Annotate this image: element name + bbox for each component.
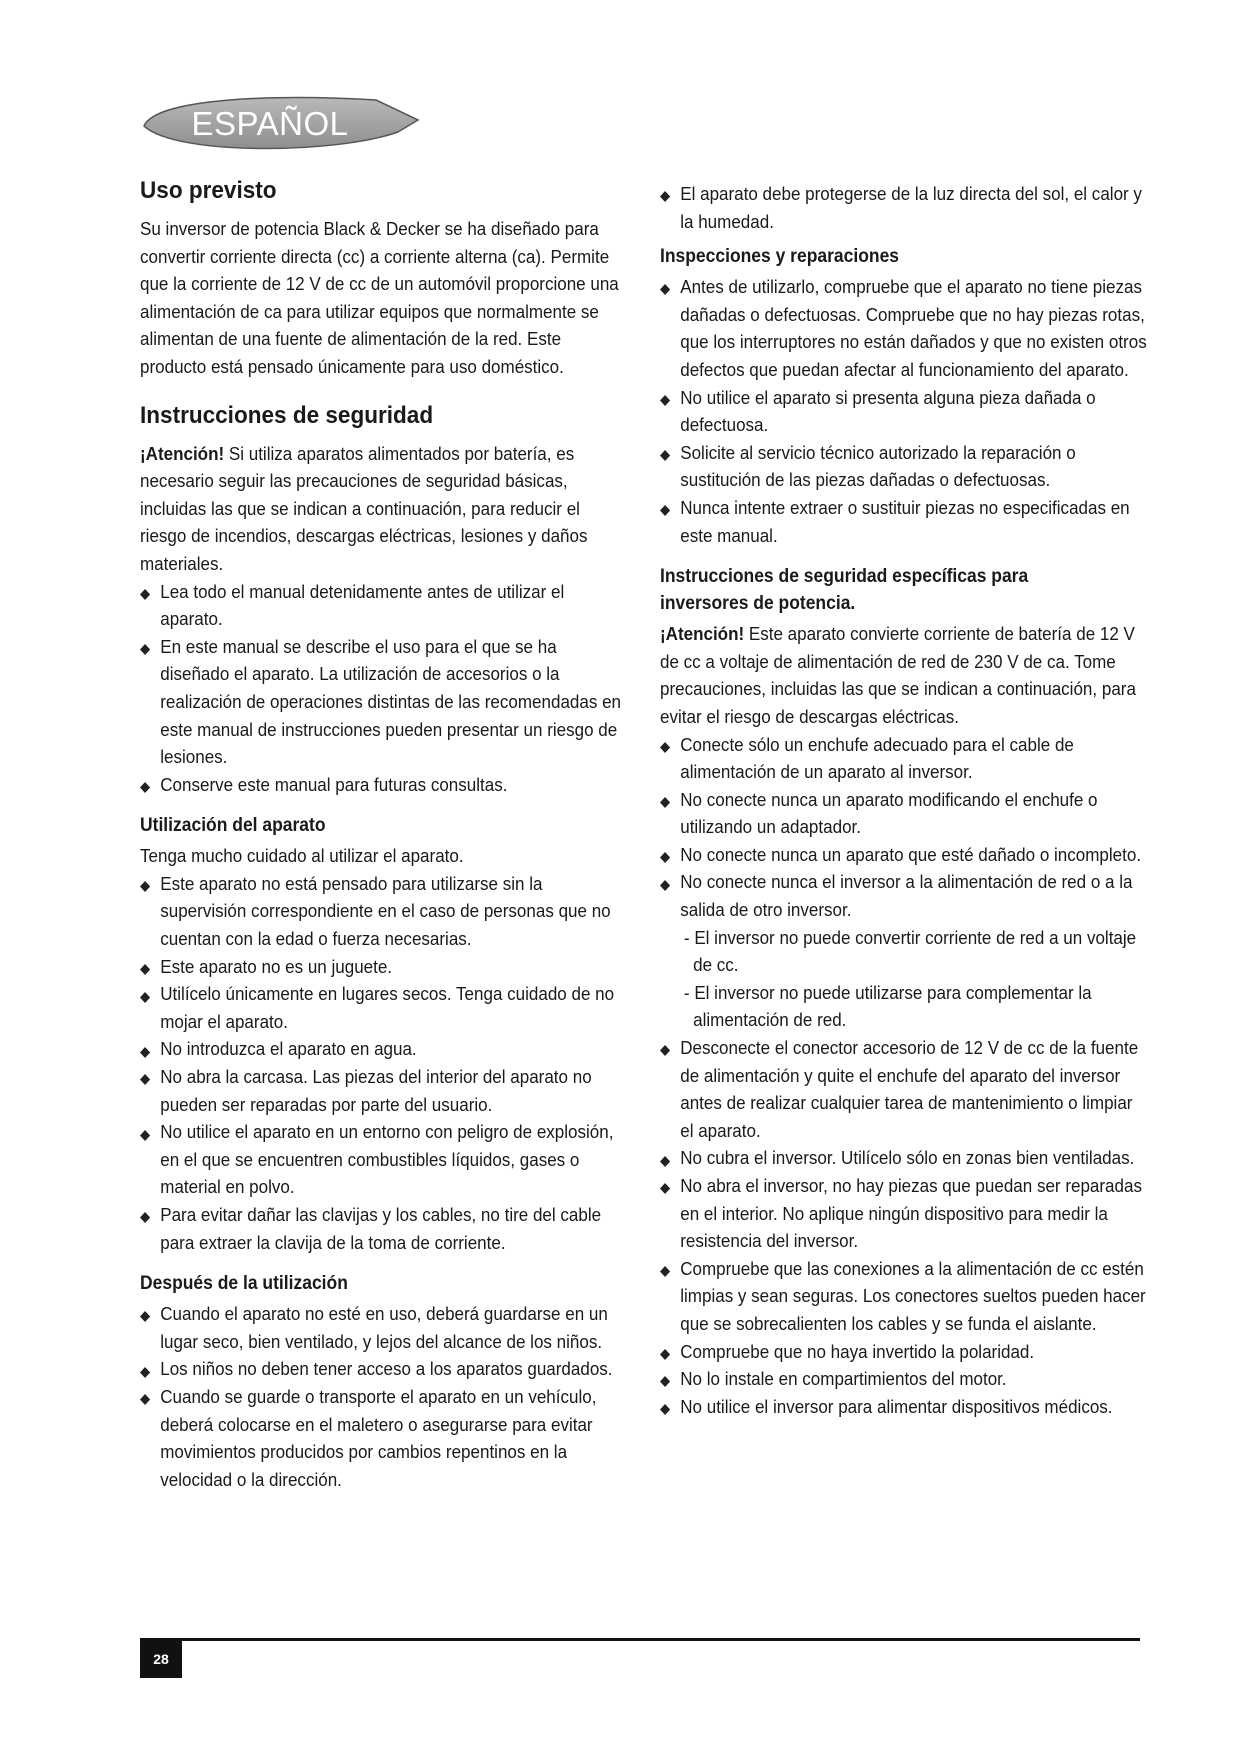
language-badge: [136, 92, 424, 156]
list-item: Cuando se guarde o transporte el aparato en un vehículo, deberá colocarse en el maletero o asegurarse para evitar movimientos producidos por cambios repentinos en la velocidad o la dirección.: [140, 1383, 625, 1493]
bullet-list-proteccion: [660, 180, 1152, 235]
sub-item: - El inversor no puede utilizarse para complementar la alimentación de red.: [683, 981, 1092, 1031]
list-item: Los niños no deben tener acceso a los aparatos guardados.: [140, 1355, 625, 1383]
diamond-bullet-icon: [140, 633, 151, 661]
list-item: No utilice el aparato si presenta alguna pieza dañada o defectuosa.: [660, 384, 1149, 439]
diamond-bullet-icon: [660, 494, 671, 522]
heading-instrucciones-inversores: Instrucciones de seguridad específicas para inversores de potencia.: [660, 566, 1029, 615]
diamond-bullet-icon: [140, 1035, 151, 1063]
diamond-bullet-icon: [140, 1201, 151, 1229]
heading-utilizacion: Utilización del aparato: [140, 815, 326, 837]
left-column: [140, 176, 628, 1493]
list-item: No abra el inversor, no hay piezas que puedan ser reparadas en el interior. No aplique ningún dispositivo para medir la resistencia del inversor.: [660, 1172, 1149, 1255]
list-item: Desconecte el conector accesorio de 12 V de cc de la fuente de alimentación y quite el enchufe del aparato del inversor antes de realizar cualquier tarea de mantenimiento o limpiar el aparato.: [660, 1034, 1149, 1144]
list-item: No cubra el inversor. Utilícelo sólo en zonas bien ventiladas.: [660, 1144, 1149, 1172]
list-item: Este aparato no es un juguete.: [140, 953, 625, 981]
diamond-bullet-icon: [660, 841, 671, 869]
attention-label: ¡Atención!: [140, 442, 225, 464]
diamond-bullet-icon: [660, 1034, 671, 1062]
diamond-bullet-icon: [660, 786, 671, 814]
list-item: Compruebe que no haya invertido la polaridad.: [660, 1338, 1149, 1366]
diamond-bullet-icon: [140, 1383, 151, 1411]
list-item: Este aparato no está pensado para utilizarse sin la supervisión correspondiente en el caso de personas que no cuentan con la edad o fuerza necesarias.: [140, 870, 625, 953]
bullet-list-inversores-b: [660, 1034, 1152, 1420]
diamond-bullet-icon: [140, 1300, 151, 1328]
bullet-list-seguridad: [140, 578, 628, 799]
diamond-bullet-icon: [660, 1393, 671, 1421]
diamond-bullet-icon: [660, 273, 671, 301]
list-item: Utilícelo únicamente en lugares secos. Tenga cuidado de no mojar el aparato.: [140, 980, 625, 1035]
list-item: No lo instale en compartimientos del motor.: [660, 1365, 1149, 1393]
right-column: [660, 180, 1152, 1420]
diamond-bullet-icon: [660, 439, 671, 467]
bullet-list-utilizacion: [140, 870, 628, 1256]
list-item: Para evitar dañar las clavijas y los cables, no tire del cable para extraer la clavija de la toma de corriente.: [140, 1201, 625, 1256]
list-item: Solicite al servicio técnico autorizado la reparación o sustitución de las piezas dañadas o defectuosas.: [660, 439, 1149, 494]
diamond-bullet-icon: [140, 870, 151, 898]
list-item: No introduzca el aparato en agua.: [140, 1035, 625, 1063]
diamond-bullet-icon: [660, 1365, 671, 1393]
diamond-bullet-icon: [140, 1355, 151, 1383]
heading-inspecciones: Inspecciones y reparaciones: [660, 246, 900, 268]
paragraph-atencion-inversor: [660, 620, 1149, 730]
diamond-bullet-icon: [660, 1255, 671, 1283]
list-item: Cuando el aparato no esté en uso, deberá guardarse en un lugar seco, bien ventilado, y lejos del alcance de los niños.: [140, 1300, 625, 1355]
list-item: Conecte sólo un enchufe adecuado para el cable de alimentación de un aparato al inversor.: [660, 731, 1149, 786]
attention-text: Este aparato convierte corriente de batería de 12 V de cc a voltaje de alimentación de red de 230 V de ca. Tome precauciones, incluidas las que se indican a continuación, para evitar el riesgo de descargas eléctricas.: [660, 623, 1136, 727]
heading-uso-previsto: Uso previsto: [140, 177, 277, 204]
page-number: 28: [140, 1640, 182, 1678]
diamond-bullet-icon: [140, 980, 151, 1008]
heading-instrucciones-seguridad: Instrucciones de seguridad: [140, 401, 434, 429]
list-item: Conserve este manual para futuras consultas.: [140, 771, 625, 799]
list-item: Nunca intente extraer o sustituir piezas no especificadas en este manual.: [660, 494, 1149, 549]
list-item: Compruebe que las conexiones a la alimentación de cc estén limpias y sean seguras. Los conectores sueltos pueden hacer que se sobrecalienten los cables y se funda el aislante.: [660, 1255, 1149, 1338]
diamond-bullet-icon: [140, 1118, 151, 1146]
bullet-list-despues: [140, 1300, 628, 1493]
language-label: ESPAÑOL: [191, 105, 349, 142]
diamond-bullet-icon: [660, 384, 671, 412]
diamond-bullet-icon: [660, 1172, 671, 1200]
diamond-bullet-icon: [660, 1144, 671, 1172]
list-item: Lea todo el manual detenidamente antes de utilizar el aparato.: [140, 578, 625, 633]
list-item: No utilice el inversor para alimentar dispositivos médicos.: [660, 1393, 1149, 1421]
diamond-bullet-icon: [660, 868, 671, 896]
bullet-list-inversores-a: [660, 731, 1152, 924]
diamond-bullet-icon: [140, 1063, 151, 1091]
paragraph-atencion: [140, 440, 625, 578]
bullet-list-inspecciones: [660, 273, 1152, 549]
diamond-bullet-icon: [660, 731, 671, 759]
list-item: Antes de utilizarlo, compruebe que el aparato no tiene piezas dañadas o defectuosas. Compruebe que no hay piezas rotas, que los interruptores no están dañados y que no existen otros defectos que puedan afectar al funcionamiento del aparato.: [660, 273, 1149, 383]
list-item: En este manual se describe el uso para el que se ha diseñado el aparato. La utilización de accesorios o la realización de operaciones distintas de las recomendadas en este manual de instrucciones pueden presentar un riesgo de lesiones.: [140, 633, 625, 771]
list-item: No abra la carcasa. Las piezas del interior del aparato no pueden ser reparadas por parte del usuario.: [140, 1063, 625, 1118]
attention-text: Si utiliza aparatos alimentados por batería, es necesario seguir las precauciones de seguridad básicas, incluidas las que se indican a continuación, para reducir el riesgo de incendios, descargas eléctricas, lesiones y daños materiales.: [140, 442, 588, 574]
list-item: No conecte nunca el inversor a la alimentación de red o a la salida de otro inversor.: [660, 868, 1149, 923]
list-item: No conecte nunca un aparato que esté dañado o incompleto.: [660, 841, 1149, 869]
list-item: No conecte nunca un aparato modificando el enchufe o utilizando un adaptador.: [660, 786, 1149, 841]
paragraph-uso-previsto: Su inversor de potencia Black & Decker se ha diseñado para convertir corriente directa (cc) a corriente alterna (ca). Permite que la corriente de 12 V de cc de un automóvil proporcione una alimentación de ca para utilizar equipos que normalmente se alimentan de una fuente de alimentación de la red. Este producto está pensado únicamente para uso doméstico.: [140, 218, 619, 377]
diamond-bullet-icon: [140, 953, 151, 981]
sub-item: - El inversor no puede convertir corriente de red a un voltaje de cc.: [683, 926, 1137, 976]
footer-rule: [140, 1638, 1140, 1641]
attention-label: ¡Atención!: [660, 623, 745, 645]
paragraph-utilizacion: Tenga mucho cuidado al utilizar el aparato.: [140, 845, 464, 867]
list-item: El aparato debe protegerse de la luz directa del sol, el calor y la humedad.: [660, 180, 1149, 235]
diamond-bullet-icon: [660, 180, 671, 208]
diamond-bullet-icon: [140, 578, 151, 606]
list-item: No utilice el aparato en un entorno con peligro de explosión, en el que se encuentren combustibles líquidos, gases o material en polvo.: [140, 1118, 625, 1201]
heading-despues-utilizacion: Después de la utilización: [140, 1273, 348, 1295]
diamond-bullet-icon: [140, 771, 151, 799]
diamond-bullet-icon: [660, 1338, 671, 1366]
